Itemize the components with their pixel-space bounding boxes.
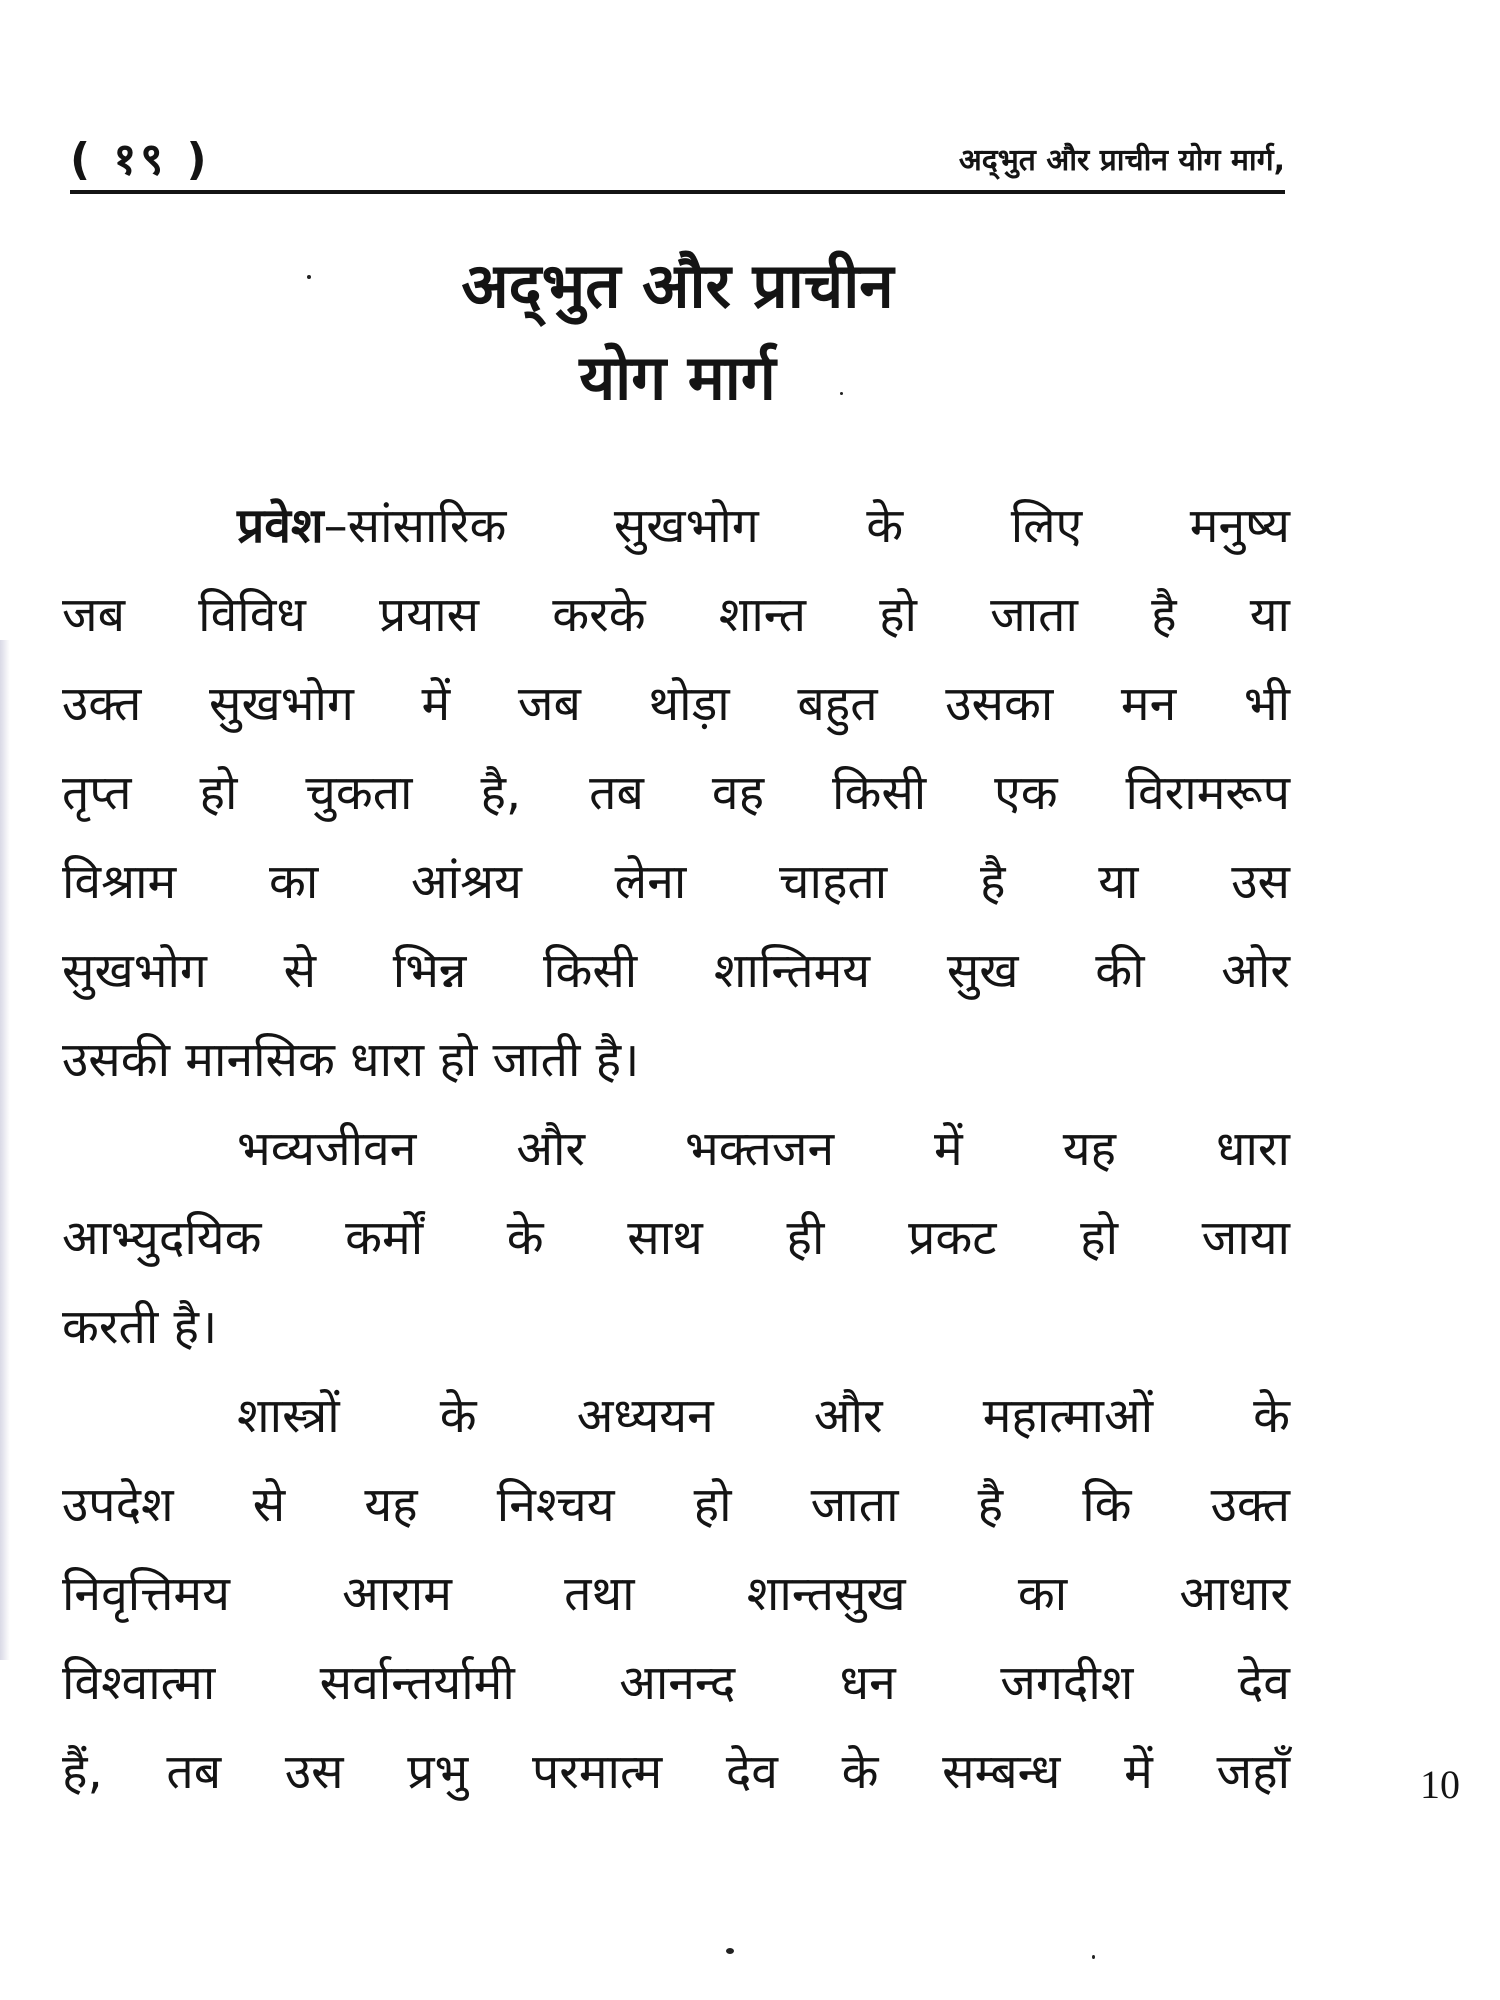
scan-speck xyxy=(726,1948,734,1954)
folio-number: 10 xyxy=(1420,1762,1460,1807)
paragraph-1-line-6: सुखभोग से भिन्न किसी शान्तिमय सुख की ओर xyxy=(62,943,1290,999)
scan-speck xyxy=(840,392,843,395)
paragraph-1-line-4: तृप्त हो चुकता है, तब वह किसी एक विरामरूप xyxy=(62,765,1290,821)
paragraph-1-line-1-text: –सांसारिक सुखभोग के लिए मनुष्य xyxy=(323,498,1290,554)
body-text xyxy=(62,482,1290,1817)
paragraph-1-line-3: उक्त सुखभोग में जब थोड़ा बहुत उसका मन भी xyxy=(62,676,1290,732)
paragraph-3-line-5: हैं, तब उस प्रभु परमात्म देव के सम्बन्ध में जहाँ xyxy=(62,1744,1290,1800)
paragraph-3-line-1: शास्त्रों के अध्ययन और महात्माओं के xyxy=(237,1388,1290,1444)
page-marker: ( १९ ) xyxy=(70,134,211,185)
scan-speck xyxy=(1092,1955,1095,1959)
scan-edge-shadow xyxy=(0,640,10,1660)
paragraph-1-line-5: विश्राम का आंश्रय लेना चाहता है या उस xyxy=(62,854,1290,910)
paragraph-1-line-2: जब विविध प्रयास करके शान्त हो जाता है या xyxy=(62,587,1290,643)
running-title: अद्‌भुत और प्राचीन योग मार्ग, xyxy=(958,143,1285,178)
chapter-title xyxy=(70,240,1285,424)
header-rule xyxy=(70,190,1285,194)
paragraph-2-line-3: करती है। xyxy=(62,1299,218,1355)
paragraph-3-line-4: विश्वात्मा सर्वान्तर्यामी आनन्द धन जगदीश देव xyxy=(62,1655,1290,1711)
paragraph-2-line-2: आभ्युदयिक कर्मों के साथ ही प्रकट हो जाया xyxy=(62,1210,1290,1266)
paragraph-2-line-1: भव्यजीवन और भक्तजन में यह धारा xyxy=(237,1121,1290,1177)
paragraph-1-line-1 xyxy=(62,482,1290,571)
paragraph-lead-word: प्रवेश xyxy=(237,498,324,554)
chapter-title-line-1: अद्‌भुत और प्राचीन xyxy=(461,249,894,322)
page-header xyxy=(70,130,1285,190)
chapter-title-line-2: योग मार्ग xyxy=(579,341,776,414)
paragraph-3-line-2: उपदेश से यह निश्चय हो जाता है कि उक्त xyxy=(62,1477,1290,1533)
paragraph-1-line-7: उसकी मानसिक धारा हो जाती है। xyxy=(62,1032,640,1088)
scan-speck xyxy=(307,275,311,279)
paragraph-3-line-3: निवृत्तिमय आराम तथा शान्तसुख का आधार xyxy=(62,1566,1290,1622)
